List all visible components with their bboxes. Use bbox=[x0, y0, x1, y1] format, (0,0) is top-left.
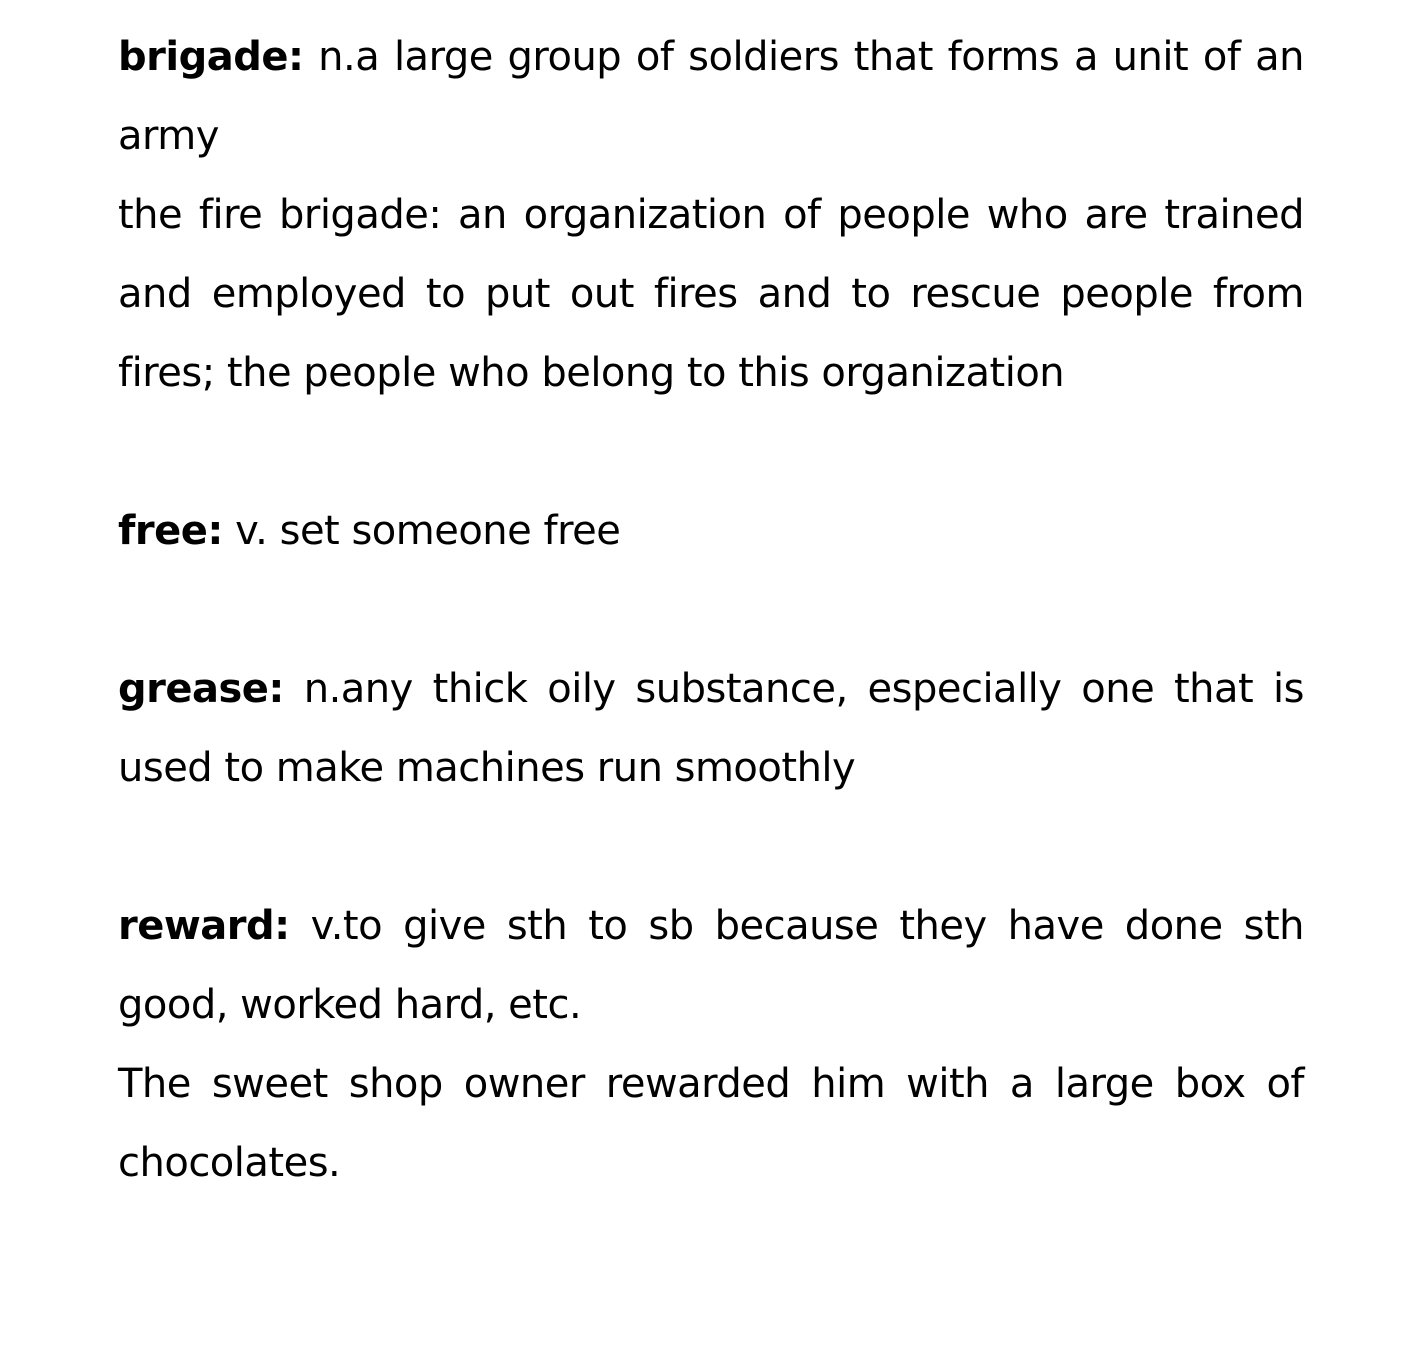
definition-line bbox=[118, 492, 1304, 571]
example-sentence: The sweet shop owner rewarded him with a large box of chocolates. bbox=[118, 1061, 1304, 1186]
entry-brigade bbox=[118, 18, 1304, 413]
term: grease: bbox=[118, 666, 284, 712]
term: free: bbox=[118, 508, 223, 554]
definition-line bbox=[118, 650, 1304, 808]
term: brigade: bbox=[118, 34, 304, 80]
term: reward: bbox=[118, 903, 290, 949]
extra-note: the fire brigade: an organization of people who are trained and employed to put out fires and to rescue people from fires; the people who belong to this organization bbox=[118, 192, 1304, 396]
definition: n.any thick oily substance, especially one that is used to make machines run smoothly bbox=[118, 666, 1304, 791]
definition-line bbox=[118, 18, 1304, 176]
entry-free bbox=[118, 492, 1304, 571]
entry-grease bbox=[118, 650, 1304, 808]
vocabulary-document bbox=[118, 18, 1304, 1203]
definition-line bbox=[118, 887, 1304, 1045]
definition: v. set someone free bbox=[222, 508, 621, 554]
definition: v.to give sth to sb because they have done sth good, worked hard, etc. bbox=[118, 903, 1304, 1028]
definition: n.a large group of soldiers that forms a unit of an army bbox=[118, 34, 1304, 159]
entry-reward bbox=[118, 887, 1304, 1203]
